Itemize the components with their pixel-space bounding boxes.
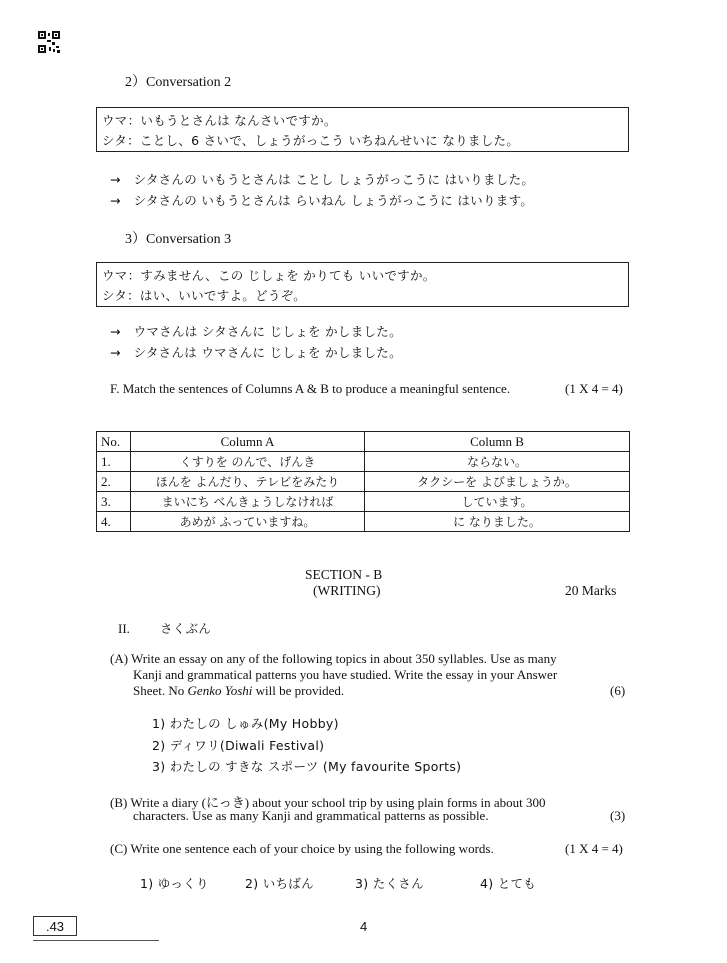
part-b-line-1: (B) Write a diary (にっき) about your school trip by using plain forms in about 300 xyxy=(110,795,546,810)
word-item: 1) ゆっくり xyxy=(140,876,209,891)
column-a-cell: ほんを よんだり、テレビをみたり xyxy=(131,472,365,492)
question-2-title: さくぶん xyxy=(160,621,212,636)
header-column-a: Column A xyxy=(131,432,365,452)
column-b-cell: しています。 xyxy=(365,492,630,512)
conversation-3-heading: 3）Conversation 3 xyxy=(125,232,232,247)
word-item: 3) たくさん xyxy=(355,876,424,891)
table-row xyxy=(97,512,630,532)
row-number: 3. xyxy=(97,492,131,512)
topic-item: 1) わたしの しゅみ(My Hobby) xyxy=(152,716,339,731)
qr-code-icon xyxy=(38,31,60,53)
conversation-2-option-1: → シタさんの いもうとさんは ことし しょうがっこうに はいりました。 xyxy=(110,172,535,187)
conversation-3-option-1: → ウマさんは シタさんに じしょを かしました。 xyxy=(110,324,402,339)
part-b-line-2: characters. Use as many Kanji and grammatical patterns as possible. xyxy=(133,808,489,823)
question-2-label: II. xyxy=(118,621,130,636)
part-a-line-3-start: Sheet. No xyxy=(133,683,188,698)
part-a-line-3 xyxy=(133,683,344,699)
conversation-2-box xyxy=(96,107,629,152)
conversation-2-line-1: ウマ：いもうとさんは なんさいですか。 xyxy=(102,113,337,128)
column-a-cell: あめが ふっていますね。 xyxy=(131,512,365,532)
conversation-3-option-2: → シタさんは ウマさんに じしょを かしました。 xyxy=(110,345,402,360)
footer-rule xyxy=(33,940,159,941)
part-c-line-1: (C) Write one sentence each of your choice by using the following words. xyxy=(110,841,494,856)
section-b-marks: 20 Marks xyxy=(565,583,617,598)
page-number: 4 xyxy=(360,919,368,934)
row-number: 2. xyxy=(97,472,131,492)
part-a-line-2: Kanji and grammatical patterns you have studied. Write the essay in your Answer xyxy=(133,667,558,682)
part-a-marks: (6) xyxy=(610,683,626,698)
section-f-marks: (1 X 4 = 4) xyxy=(565,381,623,396)
column-a-cell: くすりを のんで、げんき xyxy=(131,452,365,472)
topic-item: 2) ディワリ(Diwali Festival) xyxy=(152,738,325,753)
conversation-2-line-2: シタ：ことし、6 さいで、しょうがっこう いちねんせいに なりました。 xyxy=(102,133,520,148)
word-item: 2) いちばん xyxy=(245,876,314,891)
column-b-cell: タクシーを よびましょうか。 xyxy=(365,472,630,492)
conversation-3-line-2: シタ：はい、いいですよ。どうぞ。 xyxy=(102,288,307,303)
row-number: 4. xyxy=(97,512,131,532)
conversation-2-heading: 2）Conversation 2 xyxy=(125,75,232,90)
part-a-line-3-end: will be provided. xyxy=(252,683,345,698)
row-number: 1. xyxy=(97,452,131,472)
section-b-subtitle: (WRITING) xyxy=(313,583,381,598)
part-c-marks: (1 X 4 = 4) xyxy=(565,841,623,856)
column-b-cell: ならない。 xyxy=(365,452,630,472)
conversation-3-line-1: ウマ：すみません、この じしょを かりても いいですか。 xyxy=(102,268,436,283)
genko-yoshi-term: Genko Yoshi xyxy=(187,683,253,698)
part-a-line-1: (A) Write an essay on any of the following topics in about 350 syllables. Use as many xyxy=(110,651,557,666)
part-b-marks: (3) xyxy=(610,808,626,823)
column-b-cell: に なりました。 xyxy=(365,512,630,532)
table-row xyxy=(97,492,630,512)
section-f-instruction: F. Match the sentences of Columns A & B to produce a meaningful sentence. xyxy=(110,381,511,396)
table-header-row xyxy=(97,432,630,452)
word-item: 4) とても xyxy=(480,876,537,891)
page-code-box: .43 xyxy=(33,916,77,936)
table-row xyxy=(97,452,630,472)
header-column-b: Column B xyxy=(365,432,630,452)
table-row xyxy=(97,472,630,492)
matching-table xyxy=(96,431,630,532)
conversation-2-option-2: → シタさんの いもうとさんは らいねん しょうがっこうに はいります。 xyxy=(110,193,534,208)
conversation-3-box xyxy=(96,262,629,307)
header-no: No. xyxy=(97,432,131,452)
column-a-cell: まいにち べんきょうしなければ xyxy=(131,492,365,512)
section-b-title: SECTION - B xyxy=(305,567,383,582)
topic-item: 3) わたしの すきな スポーツ (My favourite Sports) xyxy=(152,759,462,774)
